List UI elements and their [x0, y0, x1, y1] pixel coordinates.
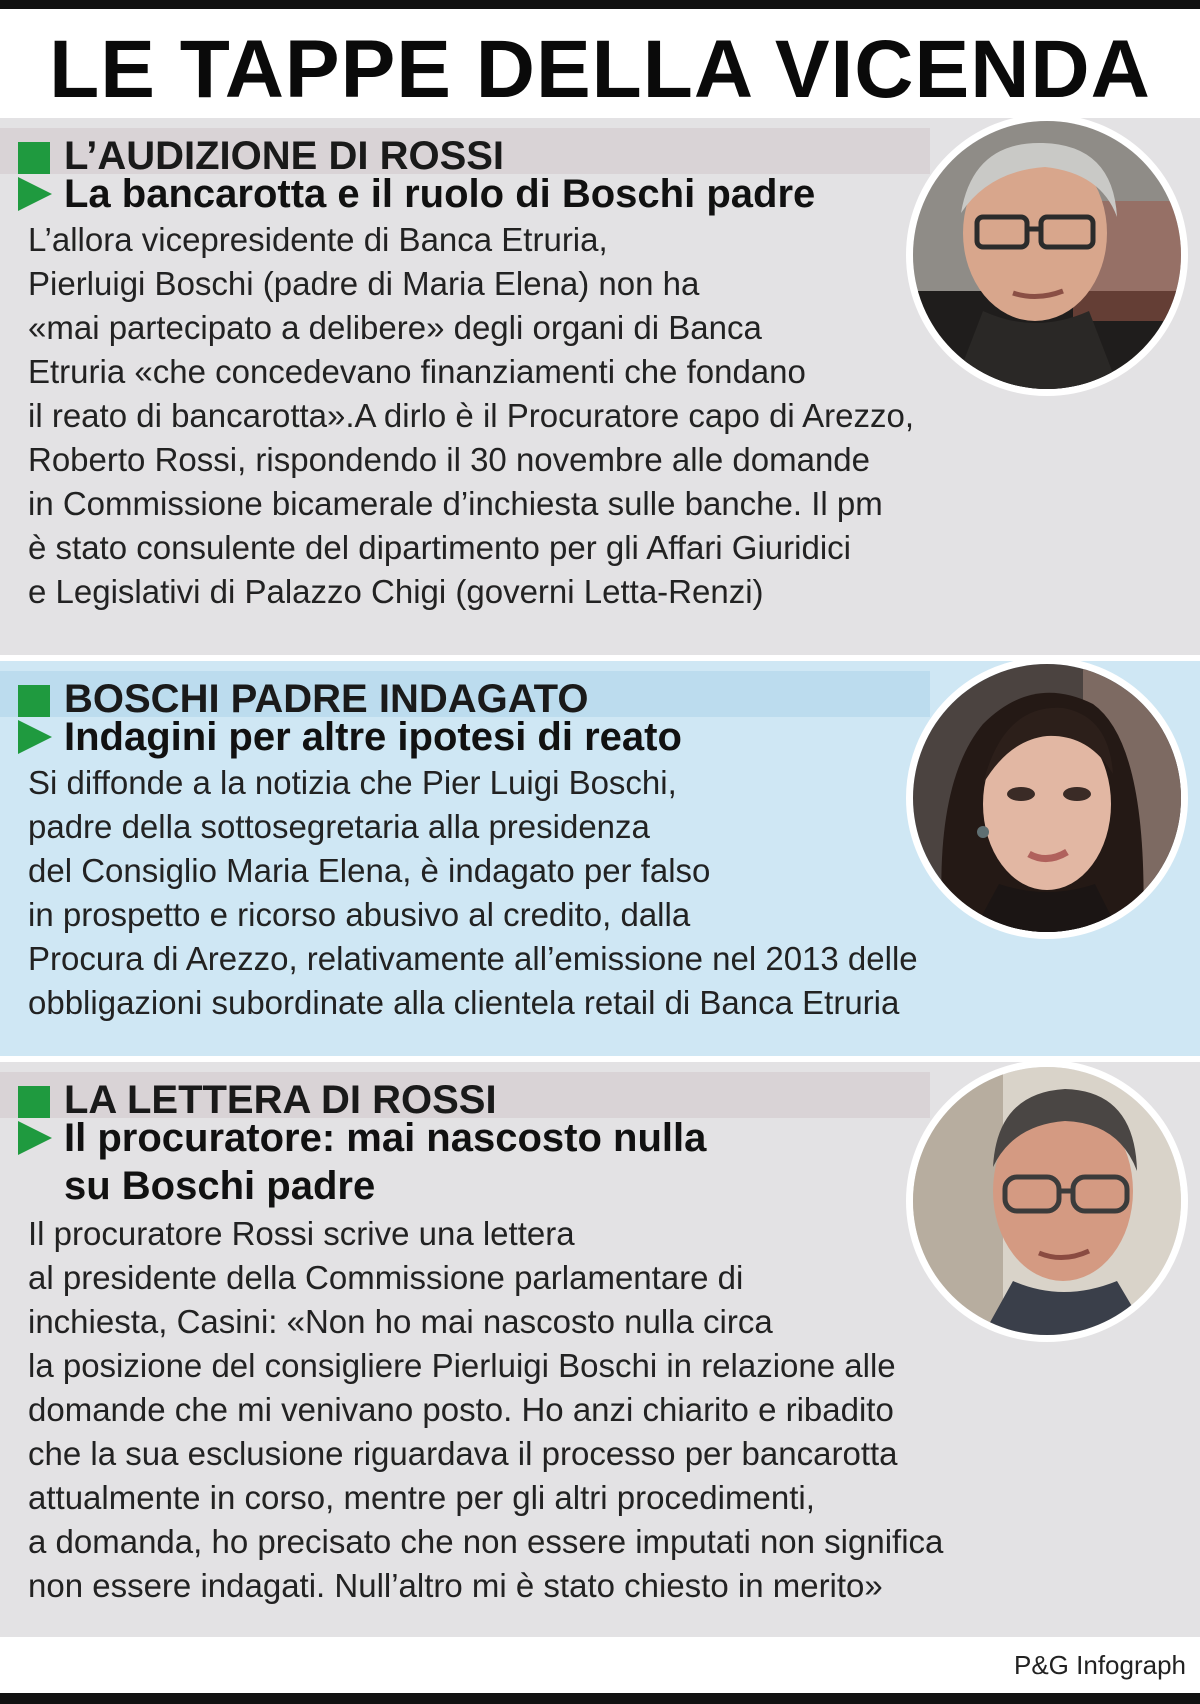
green-square-icon [18, 1086, 50, 1118]
page-title: LE TAPPE DELLA VICENDA [49, 24, 1151, 115]
body-line: non essere indagati. Null’altro mi è stato chiesto in merito» [28, 1567, 883, 1604]
green-square-icon [18, 685, 50, 717]
green-arrow-icon [18, 177, 52, 211]
section-title: LA LETTERA DI ROSSI [64, 1078, 497, 1122]
section-title: L’AUDIZIONE DI ROSSI [64, 134, 505, 178]
body-line: Pierluigi Boschi (padre di Maria Elena) non ha [28, 265, 700, 302]
body-line: Roberto Rossi, rispondendo il 30 novembre alle domande [28, 441, 870, 478]
bottom-rule [0, 1693, 1200, 1704]
body-line: che la sua esclusione riguardava il processo per bancarotta [28, 1435, 898, 1472]
green-arrow-icon [18, 1121, 52, 1155]
section-subtitle: su Boschi padre [64, 1164, 376, 1208]
body-line: è stato consulente del dipartimento per gli Affari Giuridici [28, 529, 852, 566]
top-rule [0, 0, 1200, 9]
body-line: padre della sottosegretaria alla presidenza [28, 808, 650, 845]
green-square-icon [18, 142, 50, 174]
green-arrow-icon [18, 720, 52, 754]
portrait-elderly-man-glasses-icon [906, 118, 1188, 396]
section-subtitle: Il procuratore: mai nascosto nulla [64, 1116, 707, 1160]
body-line: in prospetto e ricorso abusivo al credito, dalla [28, 896, 691, 933]
section-subtitle: La bancarotta e il ruolo di Boschi padre [64, 172, 816, 216]
section-subtitle: Indagini per altre ipotesi di reato [64, 715, 682, 759]
credit-text: P&G Infograph [1014, 1650, 1186, 1680]
body-line: il reato di bancarotta».A dirlo è il Procuratore capo di Arezzo, [28, 397, 914, 434]
portrait-man-glasses-icon [906, 1062, 1188, 1342]
body-line: Si diffonde a la notizia che Pier Luigi Boschi, [28, 764, 677, 801]
section-audizione-rossi [0, 118, 1200, 655]
body-line: inchiesta, Casini: «Non ho mai nascosto nulla circa [28, 1303, 773, 1340]
body-line: Procura di Arezzo, relativamente all’emissione nel 2013 delle [28, 940, 918, 977]
body-line: al presidente della Commissione parlamentare di [28, 1259, 744, 1296]
body-line: in Commissione bicamerale d’inchiesta sulle banche. Il pm [28, 485, 883, 522]
section-boschi-indagato [0, 661, 1200, 1056]
body-line: la posizione del consigliere Pierluigi Boschi in relazione alle [28, 1347, 896, 1384]
body-line: «mai partecipato a delibere» degli organi di Banca [28, 309, 762, 346]
section-title: BOSCHI PADRE INDAGATO [64, 677, 589, 721]
body-line: a domanda, ho precisato che non essere imputati non significa [28, 1523, 944, 1560]
body-line: Il procuratore Rossi scrive una lettera [28, 1215, 575, 1252]
body-line: Etruria «che concedevano finanziamenti che fondano [28, 353, 806, 390]
body-line: e Legislativi di Palazzo Chigi (governi Letta-Renzi) [28, 573, 764, 610]
body-line: obbligazioni subordinate alla clientela retail di Banca Etruria [28, 984, 900, 1021]
section-lettera-rossi [0, 1062, 1200, 1637]
body-line: L’allora vicepresidente di Banca Etruria, [28, 221, 608, 258]
body-line: attualmente in corso, mentre per gli altri procedimenti, [28, 1479, 815, 1516]
portrait-woman-dark-hair-icon [906, 661, 1188, 939]
body-line: del Consiglio Maria Elena, è indagato per falso [28, 852, 711, 889]
body-line: domande che mi venivano posto. Ho anzi chiarito e ribadito [28, 1391, 894, 1428]
